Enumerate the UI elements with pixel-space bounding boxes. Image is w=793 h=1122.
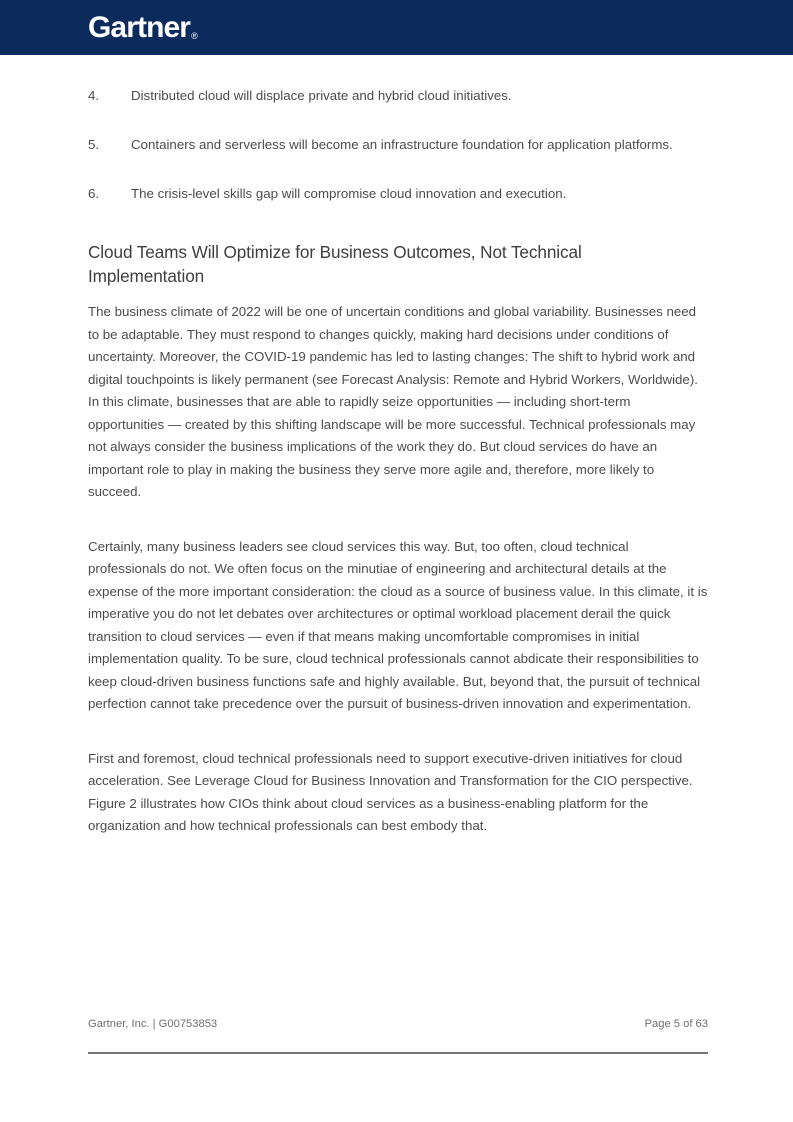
list-item-marker: 6.	[88, 186, 100, 201]
body-paragraph-2: Certainly, many business leaders see cloud services this way. But, too often, cloud technical professionals do not. We often focus on the minutiae of engineering and architectural details at the expense of the more important consideration: the cloud as a source of business value. In this climate, it is imperative you do not let debates over architectures or optimal workload placement derail the quick transition to cloud services — even if that means making uncomfortable compromises in initial implementation quality. To be sure, cloud technical professionals cannot abdicate their responsibilities to keep cloud-driven business functions safe and highly available. But, beyond that, the pursuit of technical perfection cannot take precedence over the pursuit of business-driven innovation and experimentation.	[88, 538, 708, 711]
footer-row	[88, 1016, 708, 1032]
footer-document-id: Gartner, Inc. | G00753853	[88, 1018, 218, 1030]
page-header-band	[0, 0, 793, 55]
list-item	[88, 82, 708, 109]
list-item-text: Distributed cloud will displace private and hybrid cloud initiatives.	[131, 88, 512, 103]
registered-trademark-icon: ®	[191, 30, 198, 41]
gartner-logo	[88, 10, 198, 44]
list-item	[88, 131, 708, 158]
body-paragraph-3: First and foremost, cloud technical professionals need to support executive-driven initiatives for cloud acceleration. See Leverage Cloud for Business Innovation and Transformation for the CIO perspective. Figure 2 illustrates how CIOs think about cloud services as a business-enabling platform for the organization and how technical professionals can best embody that.	[88, 750, 693, 833]
footer-page-number: Page 5 of 63	[644, 1018, 708, 1030]
numbered-list	[88, 82, 708, 207]
list-item	[88, 180, 708, 207]
list-item-text: Containers and serverless will become an infrastructure foundation for application platforms.	[131, 137, 673, 152]
page-footer	[0, 1016, 793, 1054]
list-item-marker: 4.	[88, 88, 100, 103]
page-content	[0, 82, 793, 838]
list-item-text: The crisis-level skills gap will compromise cloud innovation and execution.	[131, 186, 567, 201]
footer-divider	[88, 1052, 708, 1054]
gartner-logo-text: Gartner	[88, 10, 191, 44]
section-heading: Cloud Teams Will Optimize for Business Outcomes, Not Technical Implementation	[88, 242, 582, 286]
list-item-marker: 5.	[88, 137, 100, 152]
body-paragraph-1: The business climate of 2022 will be one of uncertain conditions and global variability. Businesses need to be adaptable. They must respond to changes quickly, making hard decisions under conditions of uncertainty. Moreover, the COVID-19 pandemic has led to lasting changes: The shift to hybrid work and digital touchpoints is likely permanent (see Forecast Analysis: Remote and Hybrid Workers, Worldwide). In this climate, businesses that are able to rapidly seize opportunities — including short-term opportunities — created by this shifting landscape will be more successful. Technical professionals may not always consider the business implications of the work they do. But cloud services do have an important role to play in making the business they serve more agile and, therefore, more likely to succeed.	[88, 304, 698, 499]
